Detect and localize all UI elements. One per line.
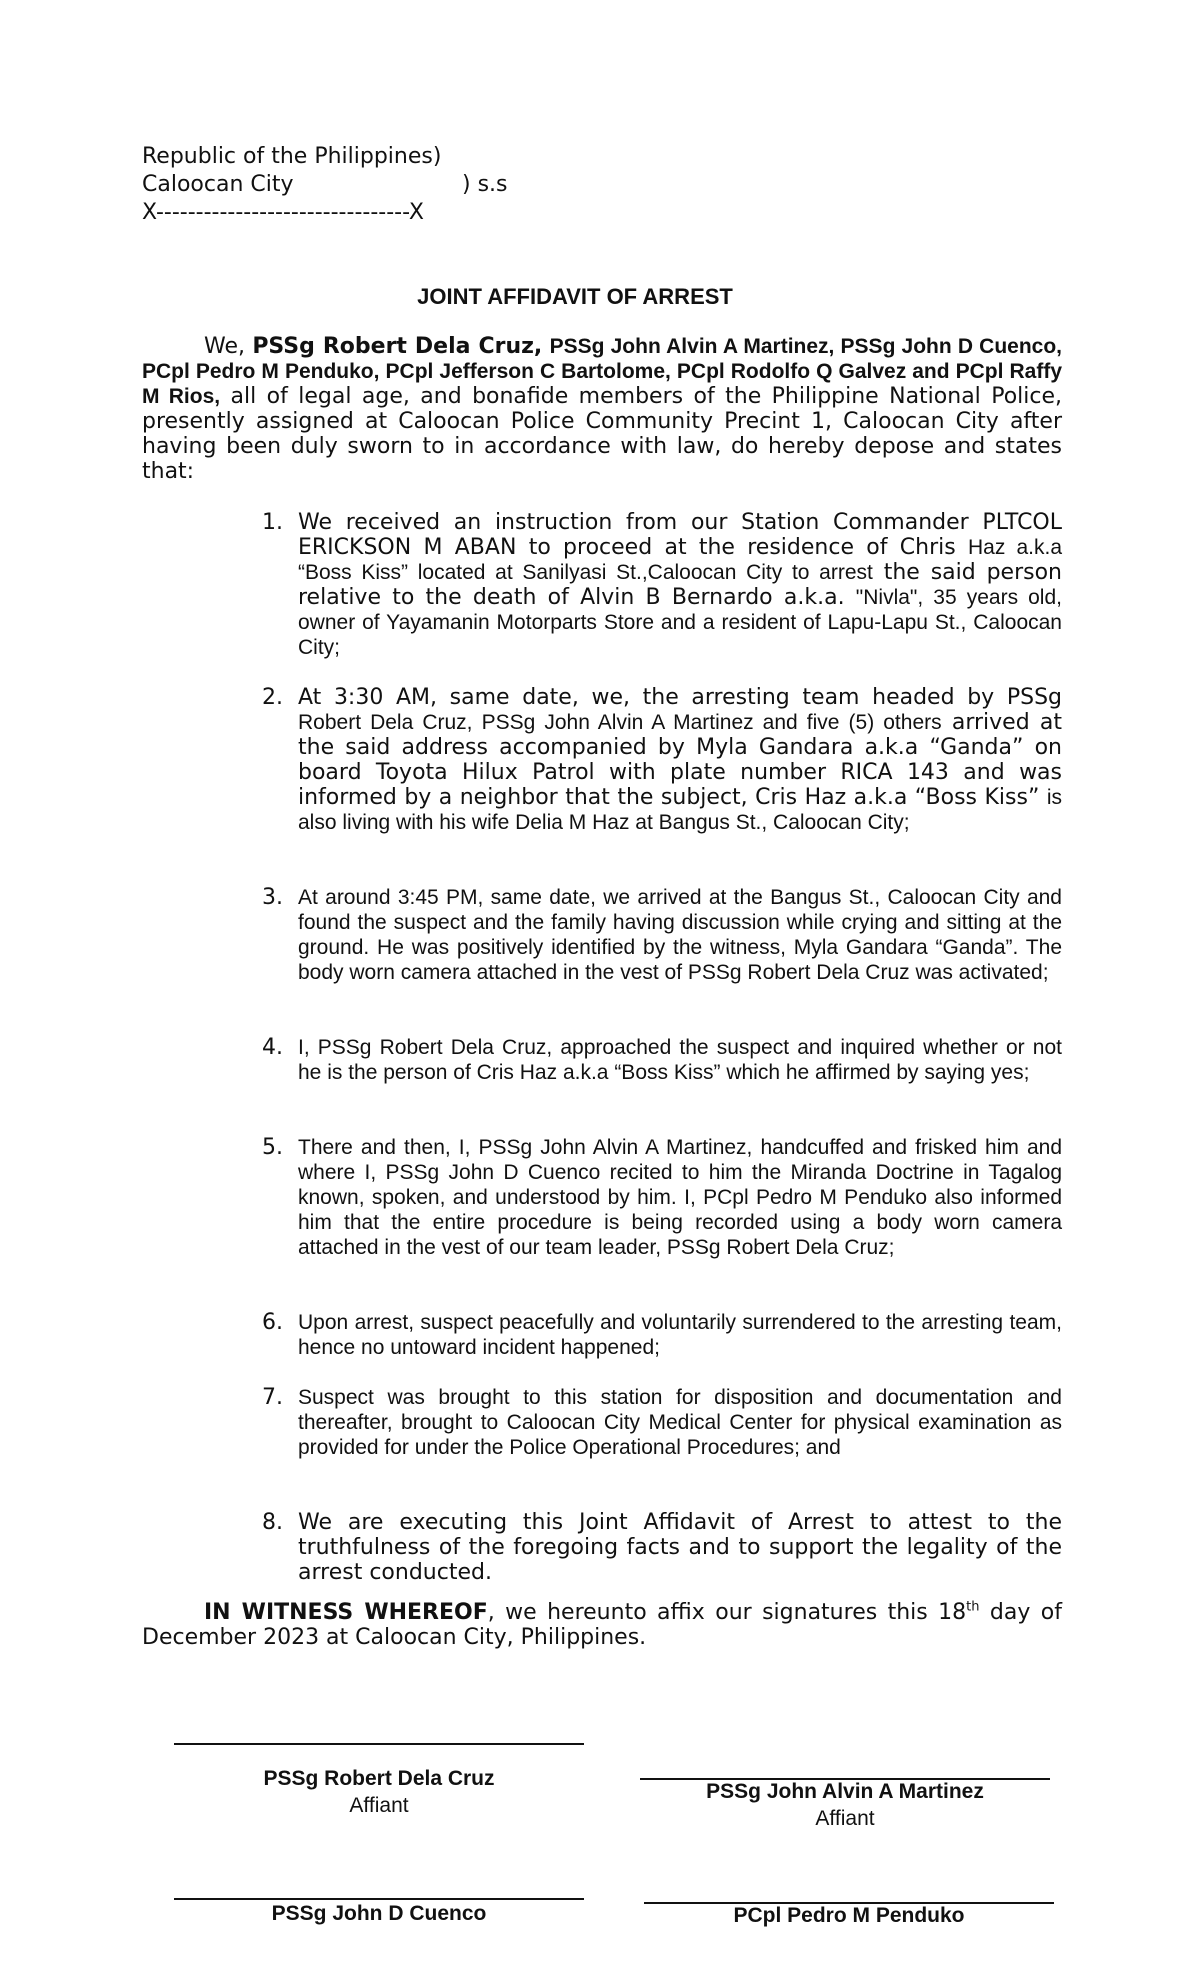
statement-text: We received an instruction from our Station Commander PLTCOL ERICKSON M ABAN to proceed at the residence of Chris Haz a.k.a “Boss Kiss” located at Sanilyasi St.,Caloocan City to arrest the said person relative to the death of Alvin B Bernardo a.k.a. "Nivla", 35 years old, owner of Yayamanin Motorparts Store and a resident of Lapu-Lapu St., Caloocan City;	[298, 510, 1062, 659]
statement-number: 5.	[262, 1135, 283, 1160]
signatory-name: PCpl Pedro M Penduko	[733, 1904, 965, 1927]
statement-text: There and then, I, PSSg John Alvin A Martinez, handcuffed and frisked him and where I, PSSg John D Cuenco recited to him the Miranda Doctrine in Tagalog known, spoken, and understood by him. I, PCpl Pedro M Penduko also informed him that the entire procedure is being recorded using a body worn camera attached in the vest of our team leader, PSSg Robert Dela Cruz;	[298, 1136, 1062, 1259]
statement-number: 2.	[262, 685, 283, 710]
statement-text: At around 3:45 PM, same date, we arrived at the Bangus St., Caloocan City and found the suspect and the family having discussion while crying and sitting at the ground. He was positively identified by the witness, Myla Gandara “Ganda”. The body worn camera attached in the vest of PSSg Robert Dela Cruz was activated;	[298, 886, 1062, 984]
document-title: JOINT AFFIDAVIT OF ARREST	[417, 284, 733, 309]
signature-line	[174, 1743, 584, 1745]
statement-text: Suspect was brought to this station for disposition and documentation and thereafter, brought to Caloocan City Medical Center for physical examination as provided for under the Police Operational Procedures; and	[298, 1386, 1062, 1459]
signature-block-2	[640, 1778, 1050, 1832]
statement-number: 7.	[262, 1385, 283, 1410]
intro-body: all of legal age, and bonafide members of the Philippine National Police, presently assigned at Caloocan Police Community Precint 1, Caloocan City after having been duly sworn to in accordance with law, do hereby depose and states that:	[142, 384, 1063, 484]
intro-paragraph	[142, 334, 1062, 484]
signatory-role: Affiant	[349, 1794, 409, 1817]
venue-ss: ) s.s	[462, 172, 508, 197]
statement-number: 8.	[262, 1510, 283, 1535]
statement-text: Upon arrest, suspect peacefully and voluntarily surrendered to the arresting team, hence no untoward incident happened;	[298, 1311, 1062, 1359]
statement-number: 1.	[262, 510, 283, 535]
intro-lead: We,	[204, 334, 245, 359]
signatory-name: PSSg John D Cuenco	[271, 1902, 487, 1925]
venue-header	[142, 143, 508, 227]
signature-block-3	[174, 1898, 584, 1927]
signature-block-4	[644, 1902, 1054, 1929]
signature-block-1	[174, 1743, 584, 1819]
venue-city: Caloocan City	[142, 172, 294, 197]
signatory-name: PSSg Robert Dela Cruz	[263, 1767, 495, 1790]
statement-number: 3.	[262, 885, 283, 910]
venue-country: Republic of the Philippines)	[142, 144, 442, 169]
ordinal-suffix: th	[966, 1599, 980, 1615]
statement-text: I, PSSg Robert Dela Cruz, approached the suspect and inquired whether or not he is the person of Cris Haz a.k.a “Boss Kiss” which he affirmed by saying yes;	[298, 1036, 1062, 1084]
signatory-name: PSSg John Alvin A Martinez	[706, 1780, 984, 1803]
statement-number: 6.	[262, 1310, 283, 1335]
statement-text: We are executing this Joint Affidavit of Arrest to attest to the truthfulness of the foregoing facts and to support the legality of the arrest conducted.	[298, 1510, 1062, 1585]
venue-divider: X--------------------------------X	[142, 200, 424, 225]
venue-city-row	[142, 171, 508, 199]
intro-first-affiant: PSSg Robert Dela Cruz,	[252, 334, 543, 359]
signatory-role: Affiant	[815, 1807, 875, 1830]
statement-number: 4.	[262, 1035, 283, 1060]
witness-heading: IN WITNESS WHEREOF	[204, 1600, 488, 1625]
statement-text: At 3:30 AM, same date, we, the arresting team headed by PSSg Robert Dela Cruz, PSSg John Alvin A Martinez and five (5) others arrived at the said address accompanied by Myla Gandara a.k.a “Ganda” on board Toyota Hilux Patrol with plate number RICA 143 and was informed by a neighbor that the subject, Cris Haz a.k.a “Boss Kiss” is also living with his wife Delia M Haz at Bangus St., Caloocan City;	[298, 685, 1063, 834]
witness-clause: IN WITNESS WHEREOF, we hereunto affix our signatures this 18th day of December 2023 at Caloocan City, Philippines.	[142, 1599, 1062, 1650]
intro-other-affiants: PSSg John Alvin A Martinez, PSSg John D Cuenco, PCpl Pedro M Penduko, PCpl Jefferson C Bartolome, PCpl Rodolfo Q Galvez and PCpl Raffy M Rios,	[142, 335, 1063, 408]
